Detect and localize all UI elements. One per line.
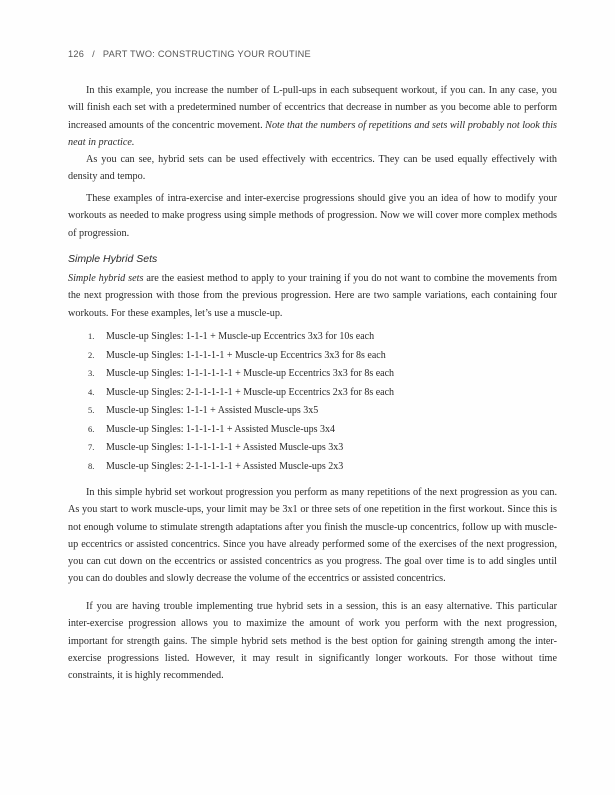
- section-heading: Simple Hybrid Sets: [68, 253, 158, 265]
- list-item-text: Muscle-up Singles: 2-1-1-1-1-1 + Muscle-up Eccentrics 2x3 for 8s each: [106, 386, 395, 398]
- list-item-number: 8.: [88, 460, 95, 471]
- list-item-number: 3.: [88, 368, 95, 378]
- paragraph-1-text: In this example, you increase the number of L-pull-ups in each subsequent workout, if you can. In any case, you will finish each set with a predetermined number of eccentrics that decrease in number as you become able to perform increased amounts of the concentric movement.: [68, 85, 557, 131]
- list-item-text: Muscle-up Singles: 1-1-1-1-1 + Muscle-up Eccentrics 3x3 for 8s each: [106, 349, 386, 361]
- section-title: PART TWO: CONSTRUCTING YOUR ROUTINE: [102, 49, 311, 59]
- paragraph-4: [68, 270, 557, 322]
- page-number: 126: [68, 49, 85, 59]
- list-item: [68, 383, 557, 402]
- list-item: [68, 457, 557, 476]
- list-item: [68, 438, 557, 457]
- list-item-number: 4.: [88, 386, 95, 397]
- list-item-text: Muscle-up Singles: 1-1-1 + Muscle-up Eccentrics 3x3 for 10s each: [106, 331, 375, 342]
- paragraph-4-text: are the easiest method to apply to your training if you do not want to combine the movements from the next progression with those from the previous progression. Here are two sample variations, each containing four workouts. For these examples, let’s use a muscle-up.: [68, 273, 557, 319]
- list-item-number: 1.: [88, 331, 95, 341]
- list-item-text: Muscle-up Singles: 1-1-1-1-1-1 + Assisted Muscle-ups 3x3: [106, 442, 344, 453]
- list-item: [68, 346, 557, 365]
- running-header: [68, 49, 311, 59]
- workout-list: [68, 327, 557, 475]
- list-item: [68, 420, 557, 439]
- list-item-text: Muscle-up Singles: 1-1-1 + Assisted Muscle-ups 3x5: [106, 405, 319, 416]
- list-item-text: Muscle-up Singles: 2-1-1-1-1-1 + Assisted Muscle-ups 2x3: [106, 460, 344, 472]
- paragraph-1-italic-note: Note that the numbers of repetitions and sets will probably not look this neat in practice.: [68, 119, 558, 148]
- list-item-text: Muscle-up Singles: 1-1-1-1-1 + Assisted Muscle-ups 3x4: [106, 423, 335, 435]
- list-item: [68, 327, 557, 346]
- list-item-number: 6.: [88, 423, 95, 434]
- paragraph-1: [68, 82, 557, 151]
- paragraph-3-text: These examples of intra-exercise and inter-exercise progressions should give you an idea of how to modify your workouts as needed to make progress using simple methods of progression. Now we will cover more complex methods of progression.: [68, 193, 557, 239]
- paragraph-5-text: In this simple hybrid set workout progression you perform as many repetitions of the next progression as you can. As you start to work muscle-ups, your limit may be 3x1 or three sets of one repetition in the first workout. Since this is not enough volume to stimulate strength adaptations after you finish the muscle-up concentrics, follow up with muscle-up eccentrics or assisted concentrics. Since you have already performed some of the exercises of the next progression, you can cut down on the eccentrics or assisted concentrics as you progress. The goal over time is to add singles until you can do doubles and slowly decrease the volume of the eccentrics or assisted concentrics.: [68, 487, 557, 585]
- list-item: [68, 364, 557, 383]
- list-item-number: 7.: [88, 442, 95, 452]
- list-item-number: 2.: [88, 349, 95, 360]
- paragraph-6-text: If you are having trouble implementing true hybrid sets in a session, this is an easy alternative. This particular inter-exercise progression allows you to maximize the amount of work you perform with the next progression, important for strength gains. The simple hybrid sets method is the best option for gaining strength among the inter-exercise progressions listed. However, it may result in significantly longer workouts. For those without time constraints, it is highly recommended.: [68, 601, 557, 682]
- paragraph-5: [68, 484, 557, 588]
- list-item-number: 5.: [88, 405, 95, 415]
- list-item: [68, 401, 557, 420]
- paragraph-4-italic-term: Simple hybrid sets: [68, 273, 144, 284]
- header-separator: /: [92, 49, 95, 59]
- paragraph-6: [68, 598, 557, 684]
- paragraph-2: [68, 151, 557, 186]
- paragraph-2-text: As you can see, hybrid sets can be used effectively with eccentrics. They can be used equally effectively with density and tempo.: [68, 154, 557, 183]
- paragraph-3: [68, 190, 557, 242]
- list-item-text: Muscle-up Singles: 1-1-1-1-1-1 + Muscle-up Eccentrics 3x3 for 8s each: [106, 368, 395, 379]
